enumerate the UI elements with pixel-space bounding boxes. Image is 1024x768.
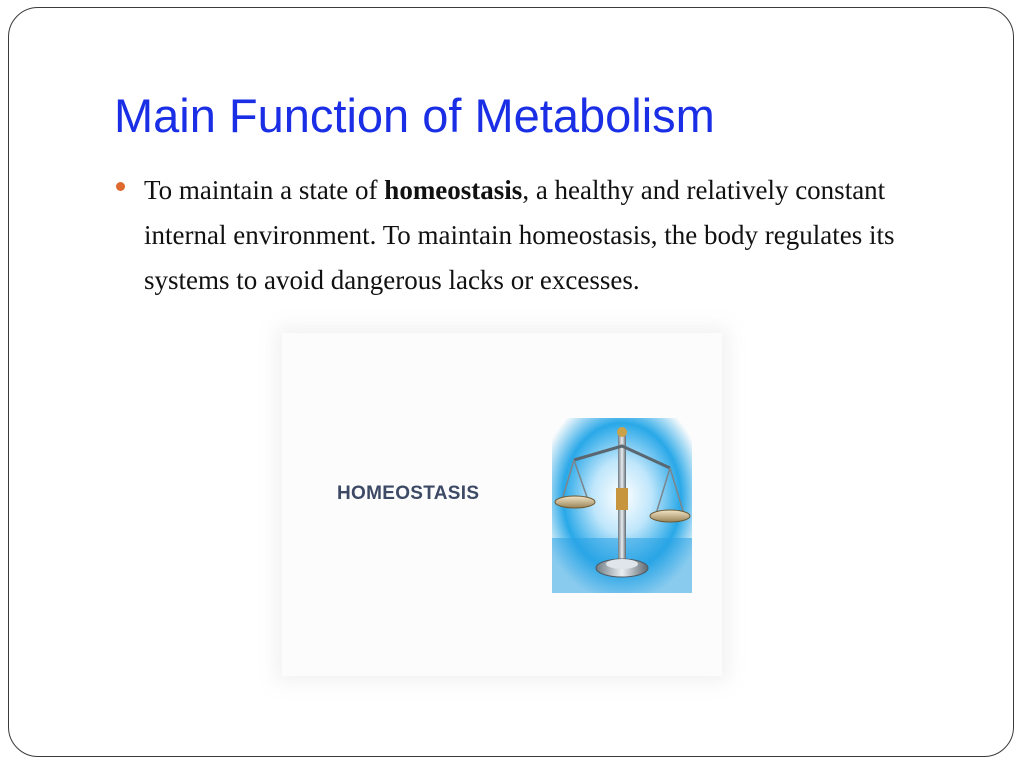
balance-scale-icon <box>552 418 692 593</box>
bold-term: homeostasis <box>384 175 523 205</box>
bullet-text-start: To maintain a state of <box>144 175 385 205</box>
slide-title: Main Function of Metabolism <box>114 89 715 142</box>
image-label: HOMEOSTASIS <box>337 483 480 504</box>
bullet-marker <box>116 182 125 191</box>
homeostasis-image <box>282 333 722 676</box>
bullet-text-end: , a healthy and relatively constant internal environment. To maintain homeostasis, the body regulates its systems to avoid dangerous lacks or excesses. <box>144 175 895 295</box>
bullet-text <box>144 168 954 303</box>
